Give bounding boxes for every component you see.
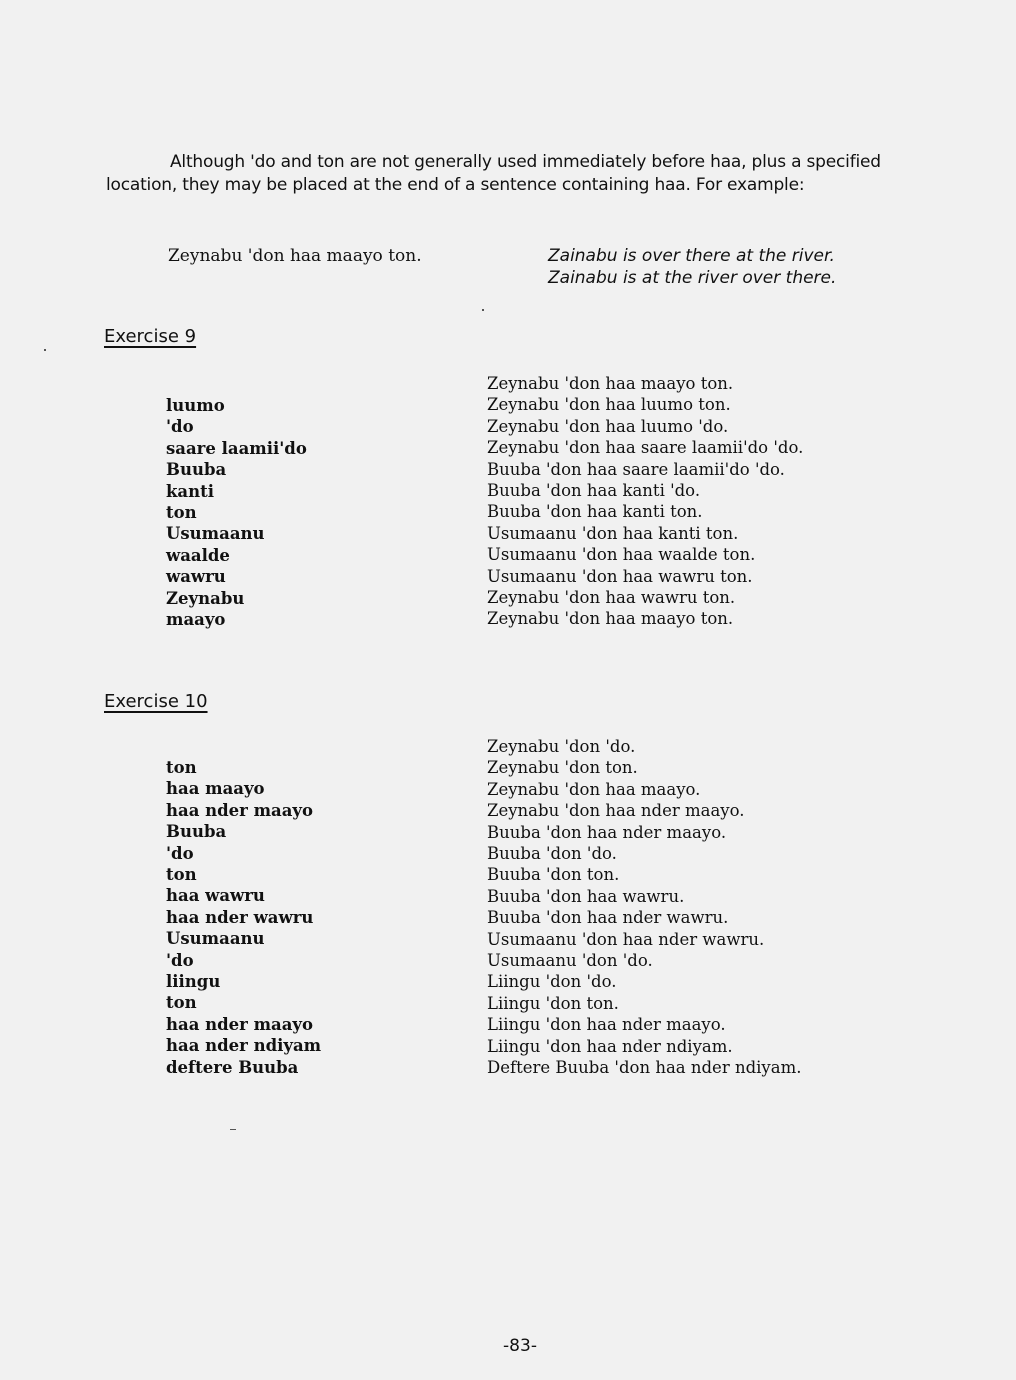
response-item: Liingu 'don 'do. [487, 972, 617, 992]
cue-item: Usumaanu [166, 524, 265, 544]
exercise-9-response-list [487, 373, 803, 630]
cue-item: haa nder maayo [166, 1014, 314, 1034]
example-translation: Zainabu is over there at the river. [548, 246, 835, 266]
cue-item: deftere Buuba [166, 1057, 299, 1077]
response-item: Buuba 'don ton. [487, 865, 620, 885]
cue-item: kanti [166, 481, 215, 501]
response-item: Zeynabu 'don haa maayo ton. [487, 374, 734, 393]
response-item: Buuba 'don haa saare laamii'do 'do. [487, 459, 785, 479]
example-sentence: Zeynabu 'don haa maayo ton. [168, 246, 422, 266]
cue-item: 'do [166, 950, 194, 970]
response-item: Buuba 'don haa nder maayo. [487, 822, 727, 842]
cue-item: ton [166, 865, 197, 885]
cue-item: ton [166, 503, 197, 523]
response-item: Usumaanu 'don haa waalde ton. [487, 545, 756, 565]
exercise-10-heading: Exercise 10 [104, 691, 208, 712]
cue-item: 'do [166, 417, 194, 437]
cue-item: haa nder maayo [166, 800, 314, 820]
response-item: Zeynabu 'don 'do. [487, 737, 636, 756]
cue-item: ton [166, 758, 197, 777]
response-item: Zeynabu 'don haa luumo 'do. [487, 416, 729, 436]
response-item: Zeynabu 'don haa saare laamii'do 'do. [487, 438, 804, 458]
response-item: Deftere Buuba 'don haa nder ndiyam. [487, 1058, 802, 1078]
cue-item: maayo [166, 610, 226, 630]
response-item: Buuba 'don 'do. [487, 844, 617, 864]
example-translation: Zainabu is at the river over there. [548, 268, 837, 288]
cue-item: Buuba [166, 822, 227, 842]
exercise-9-cue-list [166, 395, 307, 630]
response-item: Liingu 'don ton. [487, 993, 619, 1013]
exercise-10-response-list [487, 736, 801, 1079]
exercise-9-heading: Exercise 9 [104, 326, 197, 347]
response-item: Usumaanu 'don haa kanti ton. [487, 523, 739, 543]
response-item: Liingu 'don haa nder maayo. [487, 1015, 726, 1035]
scan-speck [230, 1129, 236, 1130]
cue-item: Zeynabu [166, 588, 245, 608]
response-item: Usumaanu 'don haa wawru ton. [487, 566, 753, 586]
response-item: Usumaanu 'don haa nder wawru. [487, 929, 765, 949]
cue-item: haa nder ndiyam [166, 1036, 322, 1056]
response-item: Zeynabu 'don haa luumo ton. [487, 395, 731, 415]
example-translations [548, 245, 836, 289]
cue-item: liingu [166, 972, 221, 992]
response-item: Buuba 'don haa kanti 'do. [487, 481, 701, 501]
scan-speck [44, 349, 46, 351]
response-item: Liingu 'don haa nder ndiyam. [487, 1036, 733, 1056]
cue-item: luumo [166, 396, 225, 415]
cue-item: wawru [166, 567, 226, 587]
response-item: Buuba 'don haa wawru. [487, 886, 685, 906]
cue-item: saare laamii'do [166, 438, 307, 458]
cue-item: Usumaanu [166, 929, 265, 949]
cue-item: haa nder wawru [166, 907, 314, 927]
page-number: -83- [503, 1336, 537, 1356]
response-item: Zeynabu 'don haa nder maayo. [487, 801, 745, 821]
response-item: Usumaanu 'don 'do. [487, 951, 653, 971]
response-item: Zeynabu 'don haa wawru ton. [487, 588, 736, 608]
cue-item: Buuba [166, 460, 227, 480]
response-item: Zeynabu 'don haa maayo. [487, 779, 701, 799]
response-item: Buuba 'don haa nder wawru. [487, 908, 729, 928]
scan-speck [482, 309, 484, 311]
cue-item: haa maayo [166, 779, 265, 799]
exercise-10-cue-list [166, 757, 321, 1078]
response-item: Zeynabu 'don haa maayo ton. [487, 609, 734, 629]
cue-item: haa wawru [166, 886, 265, 906]
cue-item: ton [166, 993, 197, 1013]
response-item: Buuba 'don haa kanti ton. [487, 502, 703, 522]
response-item: Zeynabu 'don ton. [487, 758, 638, 778]
cue-item: waalde [166, 545, 230, 565]
cue-item: 'do [166, 843, 194, 863]
intro-paragraph: Although 'do and ton are not generally used immediately before haa, plus a specified location, they may be placed at the end of a sentence containing haa. For example: [106, 152, 881, 195]
